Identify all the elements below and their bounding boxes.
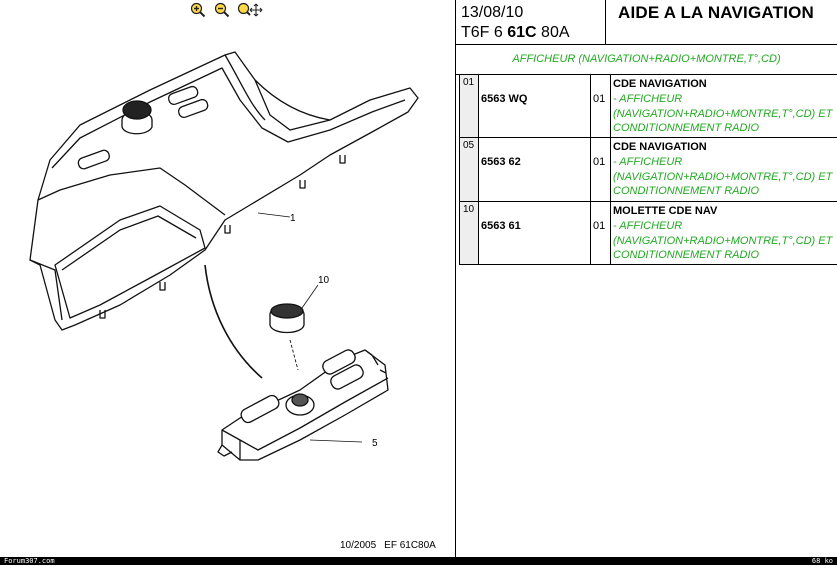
application-line: CONDITIONNEMENT RADIO bbox=[613, 249, 760, 262]
application-line: - AFFICHEUR bbox=[613, 92, 683, 105]
caption-date: 10/2005 bbox=[340, 540, 377, 551]
part-name: CDE NAVIGATION bbox=[613, 141, 707, 153]
exploded-view-drawing bbox=[0, 20, 455, 535]
part-quantity: 01 bbox=[591, 75, 611, 137]
table-row[interactable] bbox=[459, 202, 837, 265]
section-subtitle: AFFICHEUR (NAVIGATION+RADIO+MONTRE,T°,CD) bbox=[512, 53, 781, 65]
panel-outline bbox=[30, 52, 418, 330]
application-line: CONDITIONNEMENT RADIO bbox=[613, 122, 760, 135]
application-line: (NAVIGATION+RADIO+MONTRE,T°,CD) ET bbox=[613, 170, 833, 183]
status-bar bbox=[0, 557, 837, 565]
zoom-toolbar bbox=[188, 0, 264, 20]
ref-code: 61C bbox=[507, 24, 537, 41]
application-line: - AFFICHEUR bbox=[613, 219, 683, 232]
header-id-block bbox=[456, 0, 606, 44]
part-reference[interactable]: 6563 WQ bbox=[479, 75, 591, 137]
status-site: Forum307.com bbox=[4, 557, 55, 565]
zoom-pan-icon[interactable] bbox=[236, 1, 264, 19]
document-header bbox=[456, 0, 837, 44]
page-title: AIDE A LA NAVIGATION bbox=[618, 3, 815, 22]
item-number: 10 bbox=[460, 202, 479, 264]
part-reference[interactable]: 6563 62 bbox=[479, 138, 591, 201]
item-number: 01 bbox=[460, 75, 479, 137]
part-description bbox=[611, 202, 837, 264]
parts-table bbox=[459, 75, 837, 265]
part-name: CDE NAVIGATION bbox=[613, 78, 707, 90]
callout-1: 1 bbox=[290, 213, 296, 224]
ref-prefix: T6F 6 bbox=[461, 24, 508, 41]
application-line: - AFFICHEUR bbox=[613, 155, 683, 168]
application-line: (NAVIGATION+RADIO+MONTRE,T°,CD) ET bbox=[613, 107, 833, 120]
application-line: CONDITIONNEMENT RADIO bbox=[613, 185, 760, 198]
part-description bbox=[611, 138, 837, 201]
part-name: MOLETTE CDE NAV bbox=[613, 205, 718, 217]
part-reference[interactable]: 6563 61 bbox=[479, 202, 591, 264]
drawing-caption bbox=[340, 540, 444, 551]
caption-ref: EF 61C80A bbox=[384, 540, 436, 551]
callout-10: 10 bbox=[318, 275, 330, 286]
part-quantity: 01 bbox=[591, 202, 611, 264]
part-description bbox=[611, 75, 837, 137]
item-number: 05 bbox=[460, 138, 479, 201]
application-line: (NAVIGATION+RADIO+MONTRE,T°,CD) ET bbox=[613, 234, 833, 247]
callout-5: 5 bbox=[372, 438, 378, 449]
ref-suffix: 80A bbox=[536, 24, 570, 41]
header-reference bbox=[461, 24, 570, 42]
panel-divider bbox=[455, 0, 456, 557]
header-date: 13/08/10 bbox=[461, 4, 524, 21]
table-row[interactable] bbox=[459, 138, 837, 202]
part-quantity: 01 bbox=[591, 138, 611, 201]
table-row[interactable] bbox=[459, 75, 837, 138]
zoom-in-icon[interactable] bbox=[188, 1, 208, 19]
zoom-out-icon[interactable] bbox=[212, 1, 232, 19]
status-size: 68 ko bbox=[811, 557, 833, 565]
header-divider bbox=[456, 44, 837, 45]
